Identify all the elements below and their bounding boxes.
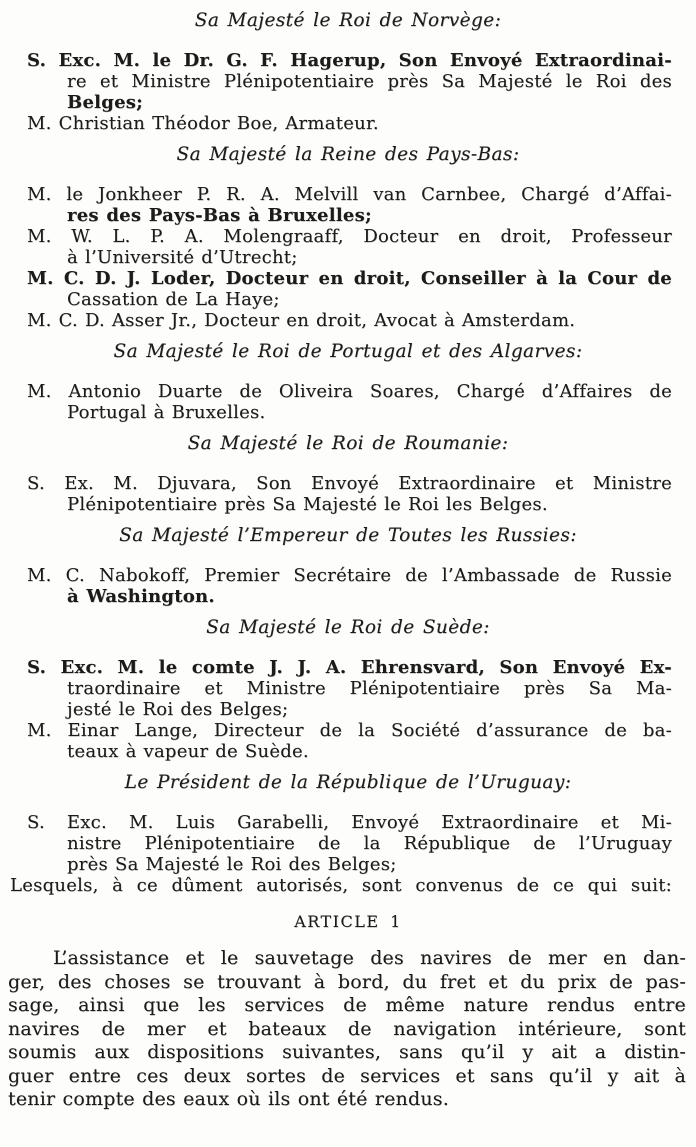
entry-line: M. C. Nabokoff, Premier Secrétaire de l’Ambassade de Russie (27, 565, 672, 586)
entry-line: à l’Université d’Utrecht; (67, 247, 298, 268)
article-heading: ARTICLE 1 (294, 912, 402, 931)
entry-line: M. W. L. P. A. Molengraaff, Docteur en droit, Professeur (27, 226, 672, 247)
section-heading-russies: Sa Majesté l’Empereur de Toutes les Russies: (119, 525, 577, 546)
delegate-entry (27, 812, 672, 875)
paragraph-line: tenir compte des eaux où ils ont été rendus. (8, 1088, 449, 1110)
entry-line: nistre Plénipotentiaire de la République de l’Uruguay (67, 833, 672, 854)
entry-line: traordinaire et Ministre Plénipotentiaire près Sa Ma- (67, 678, 672, 699)
delegate-entry (27, 50, 672, 113)
entry-line: Plénipotentiaire près Sa Majesté le Roi les Belges. (67, 494, 548, 515)
delegate-entry (27, 226, 672, 268)
entry-line: M. le Jonkheer P. R. A. Melvill van Carnbee, Chargé d’Affai- (27, 184, 672, 205)
delegate-entry (27, 310, 672, 331)
entry-line: près Sa Majesté le Roi des Belges; (67, 854, 397, 875)
section-heading-suede: Sa Majesté le Roi de Suède: (206, 617, 490, 638)
paragraph-line: soumis aux dispositions suivantes, sans qu’il y ait a distin- (8, 1041, 686, 1063)
entry-line: M. C. D. J. Loder, Docteur en droit, Conseiller à la Cour de (27, 268, 672, 289)
entry-line: S. Exc. M. le comte J. J. A. Ehrensvard, Son Envoyé Ex- (27, 657, 672, 678)
paragraph-line: navires de mer et bateaux de navigation intérieure, sont (8, 1017, 686, 1040)
entry-line: Lesquels, à ce dûment autorisés, sont convenus de ce qui suit: (10, 875, 672, 896)
entry-line: res des Pays-Bas à Bruxelles; (67, 205, 372, 226)
section-heading-uruguay: Le Président de la République de l’Uruguay: (124, 772, 572, 793)
section-heading-roumanie: Sa Majesté le Roi de Roumanie: (187, 433, 509, 454)
section-heading-norvege: Sa Majesté le Roi de Norvège: (194, 10, 502, 31)
delegate-entry (27, 473, 672, 515)
entry-line: S. Exc. M. Luis Garabelli, Envoyé Extraordinaire et Mi- (27, 812, 672, 833)
entry-line: S. Ex. M. Djuvara, Son Envoyé Extraordinaire et Ministre (27, 473, 672, 494)
entry-line: Portugal à Bruxelles. (67, 402, 266, 423)
delegate-entry (27, 381, 672, 423)
paragraph-line: L’assistance et le sauvetage des navires de mer en dan- (53, 947, 686, 969)
entry-line: M. C. D. Asser Jr., Docteur en droit, Avocat à Amsterdam. (27, 310, 576, 331)
paragraph-line: ger, des choses se trouvant à bord, du fret et du prix de pas- (8, 970, 686, 993)
entry-line: Cassation de La Haye; (67, 289, 280, 310)
entry-line: re et Ministre Plénipotentiaire près Sa Majesté le Roi des (67, 71, 672, 92)
delegate-entry (27, 268, 672, 310)
delegate-entry (27, 565, 672, 607)
entry-line: à Washington. (67, 586, 215, 607)
entry-line: Belges; (67, 92, 144, 113)
delegate-entry (27, 720, 672, 762)
article-paragraph (8, 947, 686, 1112)
paragraph-line: guer entre ces deux sortes de services et sans qu’il y ait à (8, 1064, 686, 1087)
entry-line: M. Einar Lange, Directeur de la Société d’assurance de ba- (27, 720, 672, 741)
delegate-entry (27, 657, 672, 720)
paragraph-line: sage, ainsi que les services de même nature rendus entre (8, 994, 686, 1016)
delegate-entry (27, 113, 672, 134)
entry-line: M. Antonio Duarte de Oliveira Soares, Chargé d’Affaires de (27, 381, 672, 402)
section-heading-pays-bas: Sa Majesté la Reine des Pays-Bas: (176, 144, 520, 165)
closing-formula (10, 875, 672, 896)
entry-line: M. Christian Théodor Boe, Armateur. (27, 113, 379, 134)
entry-line: S. Exc. M. le Dr. G. F. Hagerup, Son Envoyé Extraordinai- (27, 50, 672, 71)
delegate-entry (27, 184, 672, 226)
entry-line: jesté le Roi des Belges; (67, 699, 289, 720)
section-heading-portugal: Sa Majesté le Roi de Portugal et des Algarves: (113, 341, 583, 362)
entry-line: teaux à vapeur de Suède. (67, 741, 309, 762)
